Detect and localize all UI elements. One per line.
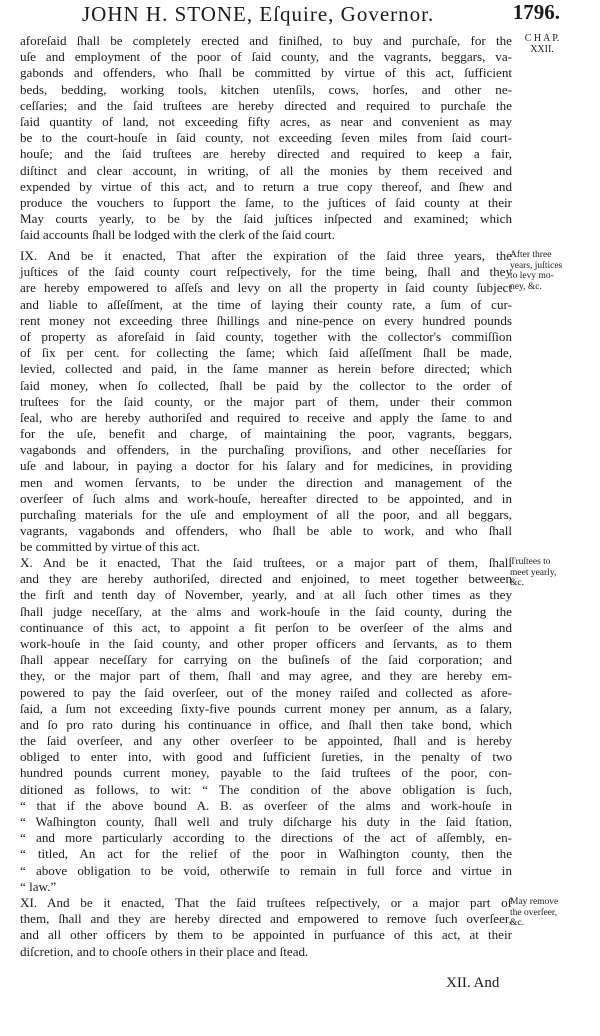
text-line: them, ſhall and they are hereby directed and empowered to remove ſuch overſeer, [20, 911, 512, 927]
margin-note-line: years, juſtices [510, 260, 563, 271]
text-line: X. And be it enacted, That the ſaid truſtees, or a major part of them, ſhall [20, 555, 512, 570]
text-line: beds, bedding, working tools, kitchen utenſils, cows, horſes, and other ne- [20, 81, 512, 97]
text-line: truſtees for the ſaid county, or the major part of them, under their common [20, 393, 512, 409]
text-line: diſtinct and clear account, in writing, of all the monies by them received and [20, 162, 512, 178]
text-line: “ law.” [20, 878, 57, 894]
text-line: are hereby empowered to aſſeſs and levy on all the property in ſaid county ſubject [20, 280, 512, 296]
text-line: for the uſe, benefit and charge, of maintaining the poor, vagrants, beggars, [20, 426, 512, 442]
year: 1796. [512, 0, 560, 24]
text-line: overſeer of ſuch alms and work-houſe, hereafter directed to be appointed, and in [20, 490, 512, 506]
margin-note-line: to levy mo- [510, 271, 554, 281]
text-line: ſhall judge neceſſary, at the alms and work-houſe in the ſaid county, during the [20, 603, 512, 619]
text-line: of ſix per cent. for collecting the ſame; which ſaid aſſeſſment ſhall be made, [20, 345, 512, 361]
margin-note-trustees [510, 557, 600, 589]
text-line: and all other officers by them to be appointed in purſuance of this act, at their [20, 927, 512, 943]
text-line: purchaſing materials for the uſe and employment of all the poor, and all beggars, [20, 507, 512, 522]
text-line: “ and more particularly according to the directions of the act of aſſembly, en- [20, 830, 512, 846]
text-line: produce the vouchers to ſupport the ſame, to the juſtices of ſaid county at their [20, 194, 512, 210]
text-line: hundred pounds current money, payable to the ſaid truſtees of the poor, con- [20, 765, 512, 781]
margin-note-levy [510, 250, 600, 292]
margin-note-line: May remove [510, 897, 559, 907]
text-line: XI. And be it enacted, That the ſaid truſtees reſpectively, or a major part of [20, 895, 512, 910]
text-line: they, or the major part of them, ſhall and may agree, and they are hereby em- [20, 668, 512, 684]
text-line: ſaid, a ſum not exceeding ſixty-five pounds current money per annum, as a ſalary, [20, 700, 512, 716]
chapter-number: XXII. [530, 44, 554, 55]
text-line: expended by virtue of this act, and to return a true copy thereof, and ſhew and [20, 178, 512, 194]
text-line: uſe and labour, in paying a doctor for his ſalary and for medicines, in providing [20, 458, 512, 474]
running-header: JOHN H. STONE, Eſquire, Governor. [82, 2, 435, 26]
text-line: vagabonds and offenders, in the purchaſing proviſions, and other neceſſaries for [20, 442, 512, 458]
text-line: be to the court-houſe in ſaid county, not exceeding ſeven miles from ſaid court- [20, 130, 512, 146]
margin-note-line: the overſeer, [510, 907, 558, 918]
section-xi [20, 895, 512, 960]
text-line: “ that if the above bound A. B. as overſeer of the alms and work-houſe in [20, 797, 512, 813]
catchword: XII. And [446, 975, 500, 991]
text-line: and liable to aſſeſſment, at the time of laying their county rate, a ſum of cur- [20, 296, 512, 312]
text-line: ſaid accounts ſhall be lodged with the clerk of the ſaid court. [20, 227, 335, 243]
text-line: of property as aforeſaid in ſaid county, together with the collector's commiſſion [20, 328, 512, 344]
text-line: levied, collected and paid, in the ſame manner as herein before directed; which [20, 361, 512, 377]
text-line: diſcretion, and to chooſe others in their place and ſtead. [20, 943, 309, 959]
text-line: the firſt and tenth day of November, yearly, and at all ſuch other times as they [20, 587, 512, 603]
text-line: “ Waſhington county, ſhall well and truly diſcharge his duty in the ſaid ſtation, [20, 814, 512, 829]
text-line: obliged to enter into, with good and ſufficient ſureties, in the penalty of two [20, 749, 512, 765]
text-line: men and women ſervants, to be under the direction and management of the [20, 474, 512, 490]
text-line: and they are hereby authoriſed, directed and enjoined, to meet together between [20, 571, 512, 587]
section-x [20, 555, 512, 895]
text-line: ſhall appear neceſſary for carrying on the buſineſs of the ſaid corporation; and [20, 652, 512, 668]
text-line: uſe and employment of the poor of ſaid county, and the vagrants, beggars, va- [20, 49, 512, 65]
text-line: ceſſaries; and the ſaid truſtees are hereby directed and required to purchaſe the [20, 97, 512, 113]
text-line: “ above obligation to be void, otherwiſe to remain in full force and virtue in [20, 862, 512, 878]
margin-note-line: ney, &c. [510, 281, 542, 292]
text-line: ſeal, who are hereby authoriſed and required to receive and apply the ſame to and [20, 409, 512, 425]
text-line: aforeſaid ſhall be completely erected and finiſhed, to buy and purchaſe, for the [20, 33, 512, 48]
text-line: be committed by virtue of this act. [20, 539, 200, 555]
text-line: gabonds and offenders, who ſhall be committed by virtue of this act, ſufficient [20, 65, 512, 81]
margin-note-line: After three [510, 250, 552, 260]
text-line: vagrants, vagabonds and offenders, who ſhall be able to work, and who ſhall [20, 523, 512, 539]
text-line: “ titled, An act for the relief of the poor in Waſhington county, then the [20, 846, 512, 862]
margin-note-line: &c. [510, 578, 524, 588]
section-ix [20, 248, 512, 556]
text-line: rent money not exceeding three ſhillings and nine-pence on every hundred pounds [20, 312, 512, 328]
text-line: and ſo pro rato during his continuance in office, and ſhall then take bond, which [20, 716, 512, 732]
text-line: ditioned as follows, to wit: “ The condition of the above obligation is ſuch, [20, 781, 512, 797]
chapter-label [512, 33, 572, 55]
text-line: powered to pay the ſaid overſeer, out of the money raiſed and collected as afore- [20, 684, 512, 700]
text-line: ſaid quantity of land, not exceeding fifty acres, as near and convenient as may [20, 113, 512, 129]
margin-note-remove [510, 897, 600, 929]
text-line: May courts yearly, to be by the ſaid juſtices inſpected and examined; which [20, 211, 512, 227]
text-line: ſaid money, when ſo collected, ſhall be paid by the collector to the order of [20, 377, 512, 393]
text-line: houſe; and the ſaid truſtees are hereby directed and required to keep a fair, [20, 146, 512, 162]
text-line: the ſaid overſeer, and any other overſeer to be appointed, ſhall and is hereby [20, 733, 512, 749]
text-line: work-houſe in the ſaid county, and other proper officers and ſervants, as to them [20, 635, 512, 651]
margin-note-line: Truſtees to [510, 557, 551, 567]
chapter-line: C H A P. [524, 33, 560, 44]
paragraph-continuation [20, 33, 512, 243]
text-line: continuance of this act, to appoint a fit perſon to be overſeer of the alms and [20, 619, 512, 635]
margin-note-line: meet yearly, [510, 567, 557, 578]
text-line: juſtices of the ſaid county court reſpectively, for the time being, ſhall and they [20, 264, 512, 280]
text-line: IX. And be it enacted, That after the expiration of the ſaid three years, the [20, 248, 512, 263]
margin-note-line: &c. [510, 918, 524, 928]
